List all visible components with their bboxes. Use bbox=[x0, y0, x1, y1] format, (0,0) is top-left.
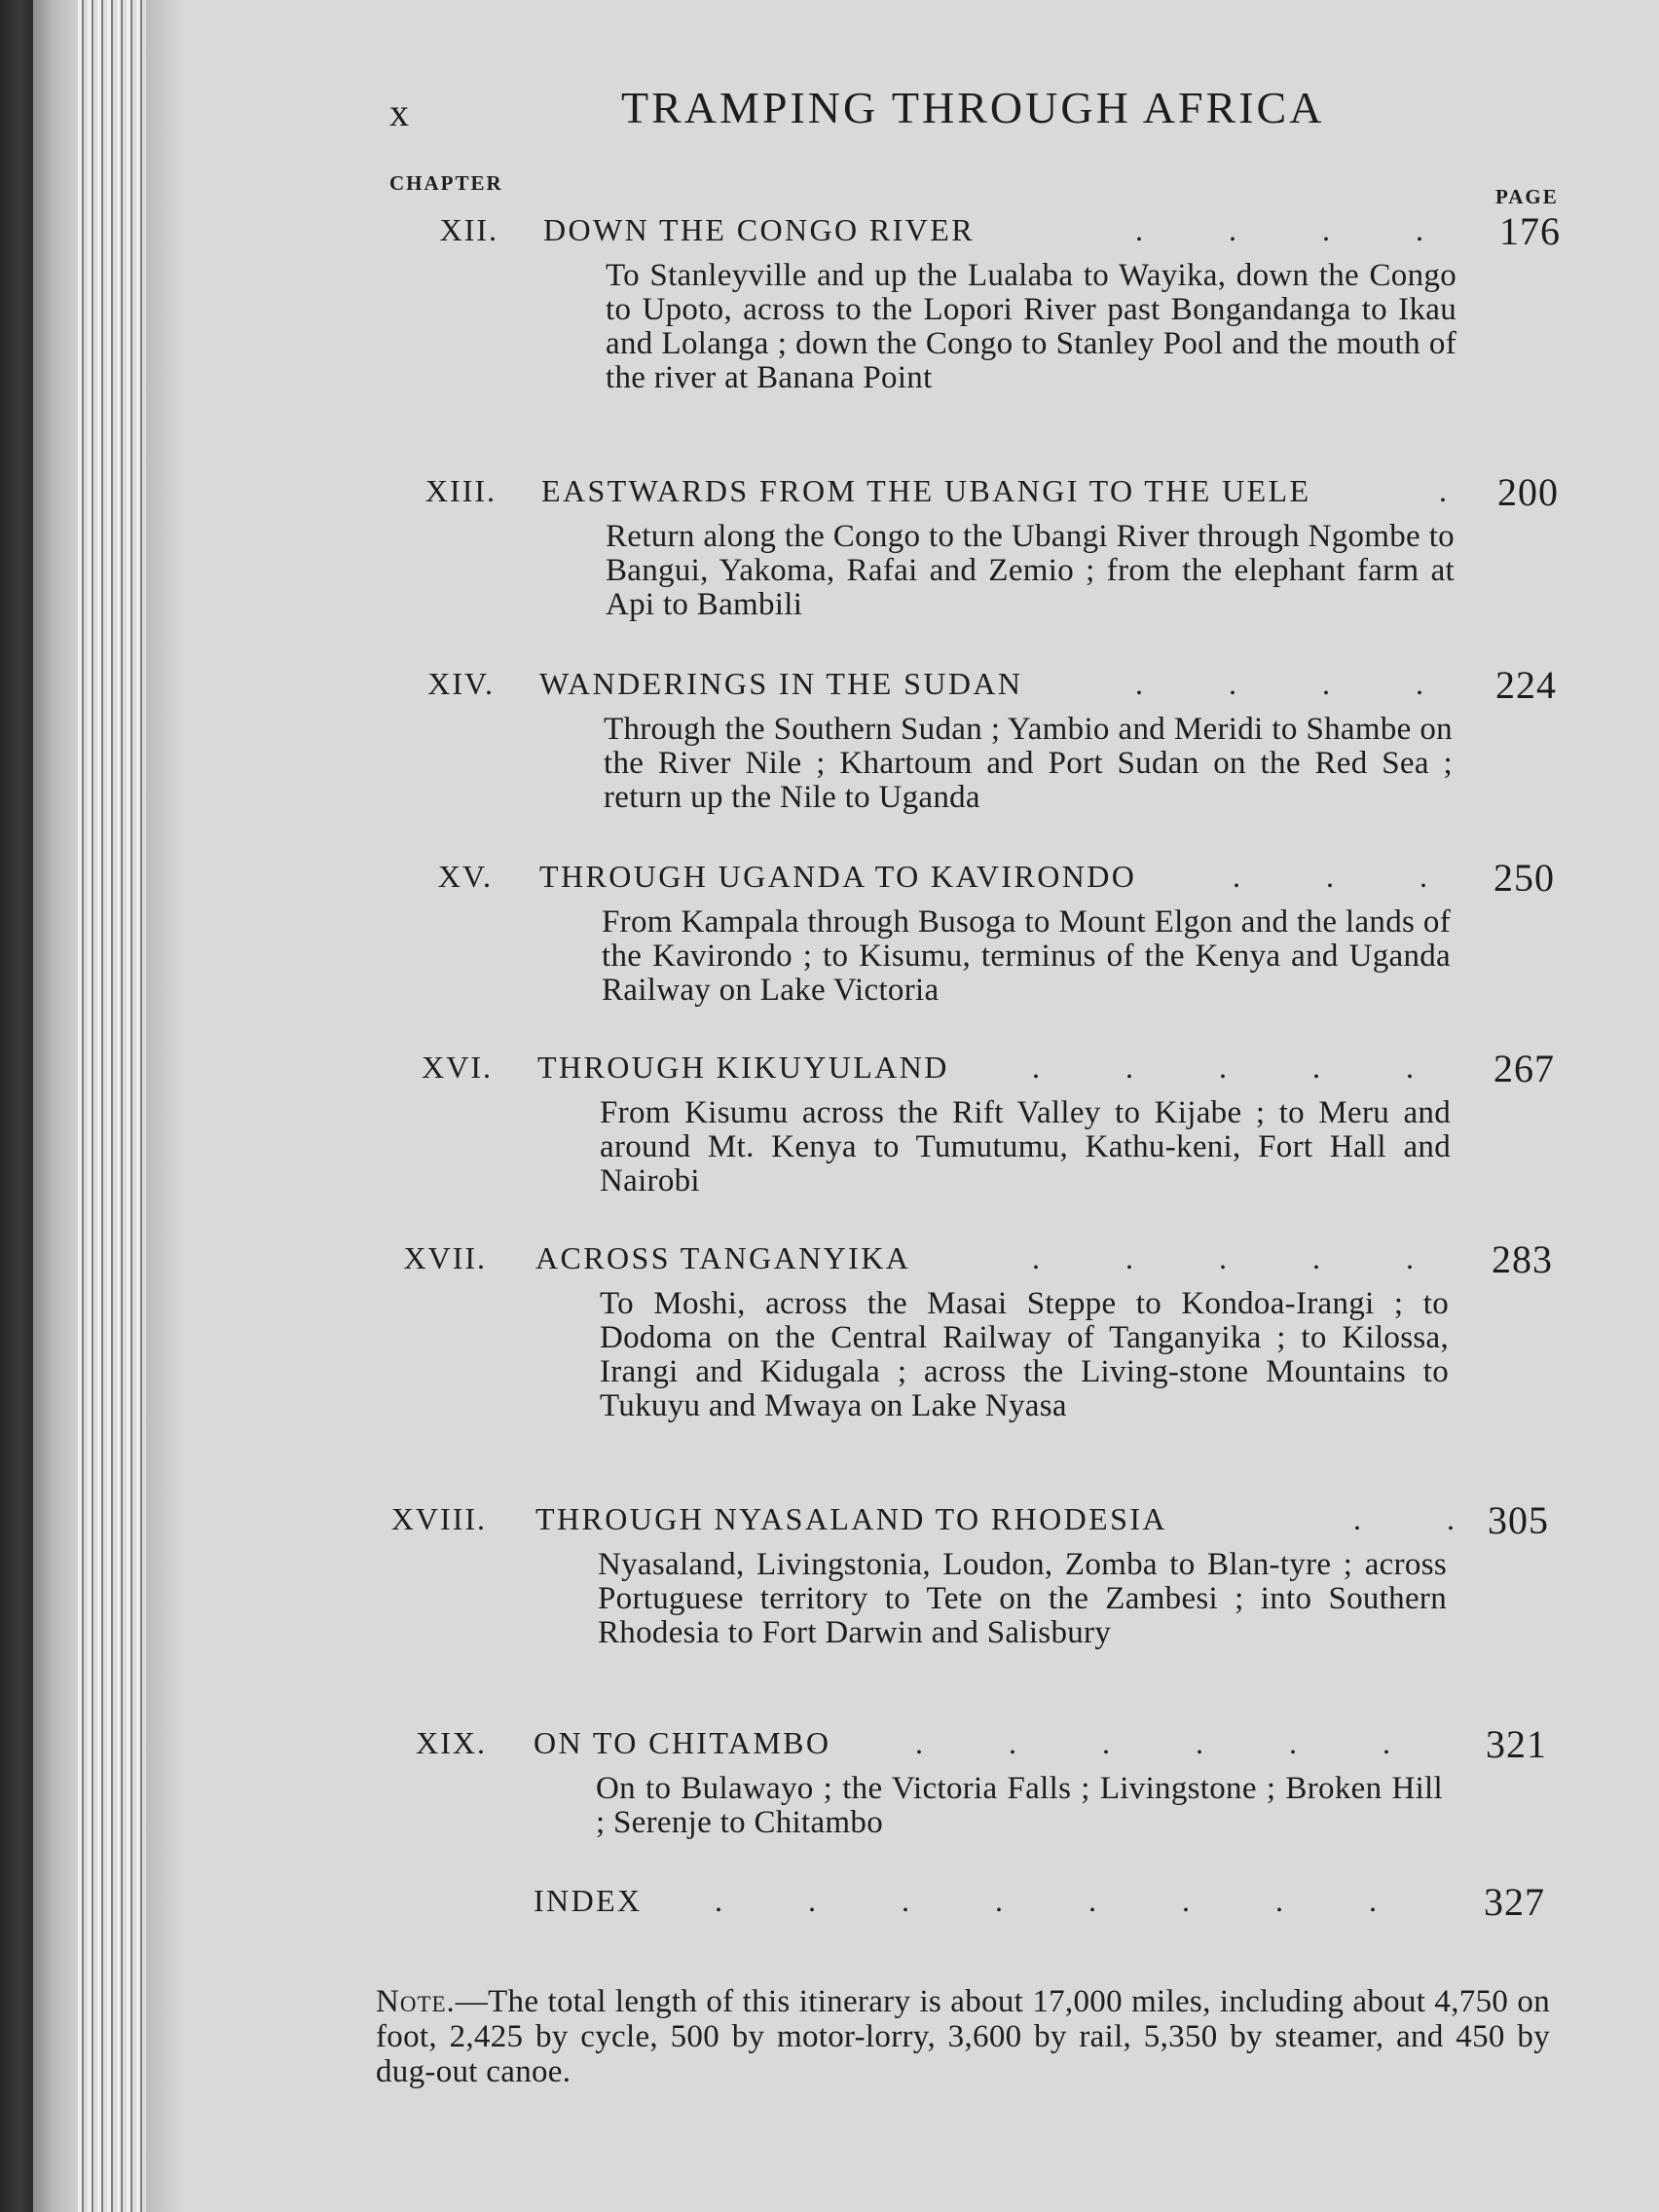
chapter-summary: To Stanleyville and up the Lualaba to Wayika, down the Congo to Upoto, across to the Lopori River past Bongandanga to Ikau and Lolanga ; down the Congo to Stanley Pool and the mouth of the river at Banana Point bbox=[606, 258, 1456, 395]
page-reference: 224 bbox=[1495, 663, 1557, 707]
dot-leader: . . . . . bbox=[1032, 1050, 1414, 1085]
chapter-summary: From Kisumu across the Rift Valley to Kijabe ; to Meru and around Mt. Kenya to Tumutumu, Kathu-keni, Fort Hall and Nairobi bbox=[600, 1095, 1451, 1198]
chapter-summary: On to Bulawayo ; the Victoria Falls ; Livingstone ; Broken Hill ; Serenje to Chitambo bbox=[596, 1771, 1443, 1840]
chapter-summary: To Moshi, across the Masai Steppe to Kondoa-Irangi ; to Dodoma on the Central Railway of Tanganyika ; to Kilossa, Irangi and Kidugala ; across the Living-stone Mountains to Tukuyu and Mwaya on Lake Nyasa bbox=[600, 1286, 1449, 1423]
page-reference: 305 bbox=[1488, 1498, 1549, 1542]
chapter-title: WANDERINGS IN THE SUDAN bbox=[539, 666, 1023, 701]
note-text: —The total length of this itinerary is about 17,000 miles, including about 4,750 on foot, 2,425 by cycle, 500 by motor-lorry, 3,600 by rail, 5,350 by steamer, and 450 by dug-out canoe. bbox=[376, 1984, 1550, 2089]
chapter-title: THROUGH KIKUYULAND bbox=[537, 1050, 949, 1085]
itinerary-note bbox=[376, 1984, 1550, 2089]
chapter-title: ON TO CHITAMBO bbox=[534, 1725, 831, 1760]
chapter-numeral: XVI. bbox=[422, 1050, 493, 1085]
page-reference: 283 bbox=[1492, 1237, 1553, 1281]
page-reference: 327 bbox=[1484, 1880, 1545, 1924]
note-label: Note. bbox=[376, 1984, 456, 2019]
page-reference: 250 bbox=[1493, 856, 1555, 900]
chapter-title: THROUGH UGANDA TO KAVIRONDO bbox=[539, 859, 1137, 894]
chapter-title: EASTWARDS FROM THE UBANGI TO THE UELE bbox=[541, 473, 1311, 508]
chapter-column-label: CHAPTER bbox=[389, 171, 503, 195]
running-title: TRAMPING THROUGH AFRICA bbox=[621, 83, 1325, 132]
dot-leader: . . . . . . bbox=[915, 1725, 1390, 1760]
chapter-numeral: XVII. bbox=[403, 1240, 487, 1275]
chapter-numeral: XII. bbox=[439, 212, 498, 247]
page-column-label: PAGE bbox=[1495, 185, 1559, 208]
dot-leader: . . . . . bbox=[1032, 1240, 1414, 1275]
page-reference: 176 bbox=[1499, 209, 1561, 253]
chapter-title: THROUGH NYASALAND TO RHODESIA bbox=[535, 1501, 1167, 1536]
dot-leader: . bbox=[1439, 473, 1447, 508]
chapter-title: ACROSS TANGANYIKA bbox=[535, 1240, 911, 1275]
dot-leader: . . . bbox=[1233, 859, 1427, 894]
page-reference: 267 bbox=[1493, 1047, 1555, 1090]
chapter-summary: Nyasaland, Livingstonia, Loudon, Zomba to Blan-tyre ; across Portuguese territory to Tete on the Zambesi ; into Southern Rhodesia to Fort Darwin and Salisbury bbox=[598, 1547, 1447, 1650]
page-number: x bbox=[389, 91, 410, 134]
chapter-title: DOWN THE CONGO RIVER bbox=[543, 212, 975, 247]
chapter-summary: Through the Southern Sudan ; Yambio and Meridi to Shambe on the River Nile ; Khartoum and Port Sudan on the Red Sea ; return up the Nile to Uganda bbox=[604, 712, 1453, 815]
chapter-numeral: XIX. bbox=[416, 1725, 487, 1760]
index-title: INDEX bbox=[534, 1883, 643, 1918]
dot-leader: . . bbox=[1353, 1501, 1455, 1536]
chapter-numeral: XIV. bbox=[427, 666, 495, 701]
dot-leader: . . . . bbox=[1135, 212, 1423, 247]
chapter-summary: From Kampala through Busoga to Mount Elgon and the lands of the Kavirondo ; to Kisumu, terminus of the Kenya and Uganda Railway on Lake Victoria bbox=[602, 904, 1451, 1008]
chapter-numeral: XIII. bbox=[424, 473, 497, 508]
dot-leader: . . . . . . . . bbox=[715, 1883, 1377, 1918]
chapter-numeral: XVIII. bbox=[390, 1501, 487, 1536]
dot-leader: . . . . bbox=[1135, 666, 1423, 701]
chapter-numeral: XV. bbox=[437, 859, 493, 894]
page-reference: 321 bbox=[1486, 1722, 1547, 1766]
page-reference: 200 bbox=[1497, 470, 1559, 514]
chapter-summary: Return along the Congo to the Ubangi River through Ngombe to Bangui, Yakoma, Rafai and Zemio ; from the elephant farm at Api to Bambili bbox=[606, 519, 1455, 622]
